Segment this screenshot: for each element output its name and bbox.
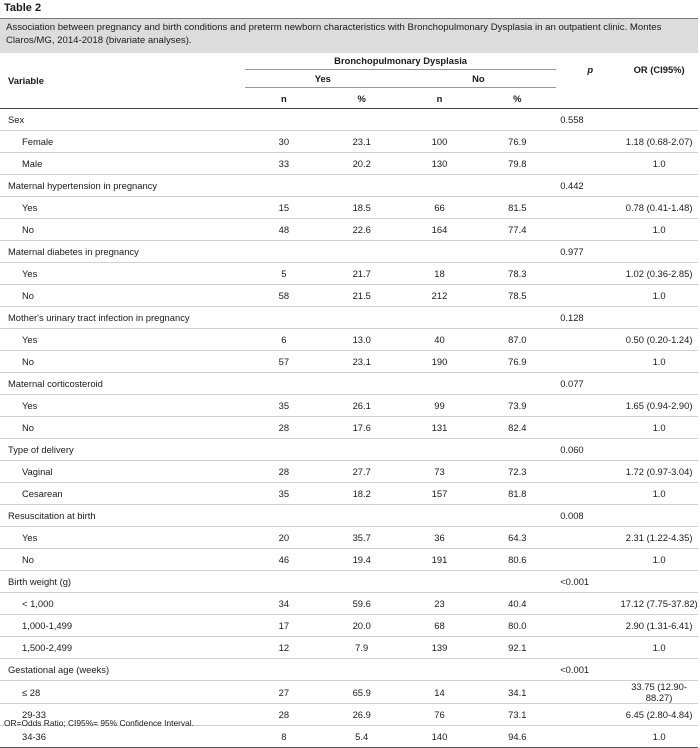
cell-odds-ratio (620, 373, 698, 395)
cell-yes-n (245, 505, 323, 527)
cell-yes-n (245, 373, 323, 395)
cell-odds-ratio: 17.12 (7.75-37.82) (620, 593, 698, 615)
table-row (0, 263, 698, 285)
header-yes-pct: % (323, 88, 401, 109)
caption-box (0, 18, 698, 53)
table-row (0, 417, 698, 439)
cell-p-value: 0.077 (556, 373, 620, 395)
cell-no-n: 157 (401, 483, 479, 505)
cell-p-value (556, 637, 620, 659)
cell-variable: No (0, 351, 245, 373)
cell-p-value (556, 417, 620, 439)
cell-no-n: 191 (401, 549, 479, 571)
cell-odds-ratio (620, 505, 698, 527)
header-no: No (401, 70, 557, 88)
table-row (0, 461, 698, 483)
cell-p-value (556, 351, 620, 373)
cell-variable: Maternal corticosteroid (0, 373, 245, 395)
cell-yes-n: 33 (245, 153, 323, 175)
cell-yes-pct: 59.6 (323, 593, 401, 615)
cell-variable: Yes (0, 395, 245, 417)
cell-odds-ratio: 1.0 (620, 549, 698, 571)
cell-p-value (556, 549, 620, 571)
cell-variable: ≤ 28 (0, 681, 245, 704)
cell-no-n: 139 (401, 637, 479, 659)
cell-yes-n: 17 (245, 615, 323, 637)
cell-no-n: 140 (401, 726, 479, 748)
cell-yes-n: 28 (245, 704, 323, 726)
cell-variable: 29-33 (0, 704, 245, 726)
cell-yes-pct (323, 241, 401, 263)
table-caption: Association between pregnancy and birth conditions and preterm newborn characteristics with Bronchopulmonary Dysplasia in an outpatient clinic. Montes Claros/MG, 2014-2018 (bivariate analyses). (6, 22, 662, 46)
cell-yes-pct: 20.0 (323, 615, 401, 637)
cell-yes-n (245, 175, 323, 197)
cell-p-value (556, 285, 620, 307)
cell-yes-n: 20 (245, 527, 323, 549)
cell-no-pct: 92.1 (478, 637, 556, 659)
cell-no-n: 66 (401, 197, 479, 219)
cell-yes-n: 34 (245, 593, 323, 615)
cell-yes-pct: 20.2 (323, 153, 401, 175)
cell-no-n: 40 (401, 329, 479, 351)
cell-no-pct: 78.3 (478, 263, 556, 285)
table-row (0, 351, 698, 373)
cell-yes-pct: 23.1 (323, 351, 401, 373)
cell-no-n: 36 (401, 527, 479, 549)
cell-no-n: 130 (401, 153, 479, 175)
cell-odds-ratio (620, 241, 698, 263)
cell-yes-n: 28 (245, 417, 323, 439)
cell-variable: Yes (0, 329, 245, 351)
cell-yes-n (245, 241, 323, 263)
cell-no-pct: 77.4 (478, 219, 556, 241)
cell-yes-n: 28 (245, 461, 323, 483)
cell-odds-ratio: 2.90 (1.31-6.41) (620, 615, 698, 637)
cell-p-value: 0.977 (556, 241, 620, 263)
cell-no-pct: 80.0 (478, 615, 556, 637)
table-group-row (0, 505, 698, 527)
cell-no-pct: 87.0 (478, 329, 556, 351)
cell-variable: Resuscitation at birth (0, 505, 245, 527)
table-row (0, 549, 698, 571)
header-or: OR (CI95%) (633, 64, 685, 76)
cell-yes-n: 27 (245, 681, 323, 704)
cell-no-pct: 64.3 (478, 527, 556, 549)
header-variable: Variable (8, 74, 44, 86)
cell-yes-pct (323, 571, 401, 593)
header-p-spacer (556, 88, 620, 109)
cell-odds-ratio (620, 307, 698, 329)
table-group-row (0, 241, 698, 263)
cell-variable: Cesarean (0, 483, 245, 505)
cell-variable: Mother's urinary tract infection in pregnancy (0, 307, 245, 329)
cell-odds-ratio: 6.45 (2.80-4.84) (620, 704, 698, 726)
cell-yes-n (245, 439, 323, 461)
cell-no-n: 23 (401, 593, 479, 615)
cell-no-pct: 76.9 (478, 131, 556, 153)
cell-yes-pct (323, 307, 401, 329)
cell-no-pct: 80.6 (478, 549, 556, 571)
table-row (0, 483, 698, 505)
cell-p-value: 0.128 (556, 307, 620, 329)
cell-p-value: <0.001 (556, 659, 620, 681)
cell-no-pct: 82.4 (478, 417, 556, 439)
cell-yes-n (245, 307, 323, 329)
cell-yes-pct: 21.5 (323, 285, 401, 307)
cell-p-value: 0.008 (556, 505, 620, 527)
cell-p-value (556, 483, 620, 505)
header-yes-n: n (245, 88, 323, 109)
cell-yes-pct: 26.1 (323, 395, 401, 417)
cell-odds-ratio: 1.72 (0.97-3.04) (620, 461, 698, 483)
table-group-row (0, 373, 698, 395)
cell-variable: Maternal diabetes in pregnancy (0, 241, 245, 263)
cell-variable: No (0, 285, 245, 307)
cell-odds-ratio: 0.78 (0.41-1.48) (620, 197, 698, 219)
header-no-n: n (401, 88, 479, 109)
cell-yes-pct: 19.4 (323, 549, 401, 571)
cell-yes-n (245, 571, 323, 593)
cell-no-n: 18 (401, 263, 479, 285)
cell-yes-pct (323, 439, 401, 461)
cell-p-value (556, 704, 620, 726)
header-no-pct: % (478, 88, 556, 109)
cell-odds-ratio: 1.0 (620, 637, 698, 659)
cell-p-value (556, 395, 620, 417)
cell-yes-n: 46 (245, 549, 323, 571)
cell-no-n (401, 109, 479, 131)
table-row (0, 131, 698, 153)
cell-no-n (401, 659, 479, 681)
cell-no-n (401, 505, 479, 527)
cell-yes-pct: 7.9 (323, 637, 401, 659)
cell-p-value (556, 219, 620, 241)
cell-odds-ratio: 1.0 (620, 726, 698, 748)
cell-odds-ratio: 1.0 (620, 285, 698, 307)
cell-yes-pct (323, 505, 401, 527)
table-row (0, 615, 698, 637)
table-group-row (0, 659, 698, 681)
cell-no-n (401, 571, 479, 593)
cell-p-value (556, 681, 620, 704)
table-row (0, 395, 698, 417)
table-row (0, 681, 698, 704)
cell-no-pct (478, 373, 556, 395)
cell-no-pct (478, 439, 556, 461)
cell-variable: No (0, 549, 245, 571)
cell-variable: Yes (0, 197, 245, 219)
cell-no-n (401, 373, 479, 395)
cell-yes-n: 5 (245, 263, 323, 285)
cell-no-n (401, 307, 479, 329)
cell-odds-ratio: 33.75 (12.90-88.27) (620, 681, 698, 704)
cell-p-value: 0.442 (556, 175, 620, 197)
cell-yes-n: 12 (245, 637, 323, 659)
cell-variable: Maternal hypertension in pregnancy (0, 175, 245, 197)
cell-yes-n: 15 (245, 197, 323, 219)
cell-no-n: 131 (401, 417, 479, 439)
cell-no-n: 212 (401, 285, 479, 307)
cell-yes-pct (323, 109, 401, 131)
cell-no-pct: 81.5 (478, 197, 556, 219)
cell-yes-pct: 21.7 (323, 263, 401, 285)
cell-no-n (401, 241, 479, 263)
cell-odds-ratio: 1.0 (620, 153, 698, 175)
cell-yes-pct: 18.5 (323, 197, 401, 219)
table-row (0, 593, 698, 615)
cell-p-value (556, 615, 620, 637)
cell-no-pct: 40.4 (478, 593, 556, 615)
cell-variable: No (0, 219, 245, 241)
cell-yes-pct: 27.7 (323, 461, 401, 483)
cell-no-pct (478, 659, 556, 681)
cell-p-value (556, 153, 620, 175)
cell-p-value (556, 197, 620, 219)
cell-yes-pct (323, 373, 401, 395)
cell-variable: 34-36 (0, 726, 245, 748)
cell-no-pct (478, 241, 556, 263)
cell-yes-n: 57 (245, 351, 323, 373)
cell-p-value (556, 527, 620, 549)
cell-yes-n: 8 (245, 726, 323, 748)
cell-odds-ratio: 1.0 (620, 417, 698, 439)
cell-yes-pct: 35.7 (323, 527, 401, 549)
cell-no-pct: 81.8 (478, 483, 556, 505)
cell-variable: Yes (0, 527, 245, 549)
header-group: Bronchopulmonary Dysplasia (245, 52, 556, 70)
cell-no-pct: 79.8 (478, 153, 556, 175)
cell-p-value (556, 726, 620, 748)
cell-yes-n (245, 109, 323, 131)
cell-yes-pct: 65.9 (323, 681, 401, 704)
cell-yes-pct: 5.4 (323, 726, 401, 748)
table-group-row (0, 307, 698, 329)
cell-no-n: 100 (401, 131, 479, 153)
results-table (0, 52, 698, 748)
cell-p-value: <0.001 (556, 571, 620, 593)
cell-yes-pct: 18.2 (323, 483, 401, 505)
header-yes: Yes (245, 70, 401, 88)
table-row (0, 285, 698, 307)
cell-no-n: 164 (401, 219, 479, 241)
cell-no-n (401, 439, 479, 461)
table-group-row (0, 571, 698, 593)
table-body (0, 109, 698, 748)
table-group-row (0, 439, 698, 461)
table-group-row (0, 109, 698, 131)
cell-no-n: 68 (401, 615, 479, 637)
cell-yes-pct (323, 175, 401, 197)
cell-odds-ratio: 1.18 (0.68-2.07) (620, 131, 698, 153)
cell-p-value (556, 131, 620, 153)
cell-no-n: 73 (401, 461, 479, 483)
table-group-row (0, 175, 698, 197)
cell-odds-ratio: 2.31 (1.22-4.35) (620, 527, 698, 549)
table-row (0, 219, 698, 241)
cell-yes-n: 35 (245, 483, 323, 505)
cell-yes-pct: 13.0 (323, 329, 401, 351)
cell-odds-ratio: 1.0 (620, 219, 698, 241)
table-row (0, 527, 698, 549)
cell-no-pct: 76.9 (478, 351, 556, 373)
table-label: Table 2 (4, 2, 42, 14)
cell-no-pct: 72.3 (478, 461, 556, 483)
cell-yes-n: 6 (245, 329, 323, 351)
cell-odds-ratio: 0.50 (0.20-1.24) (620, 329, 698, 351)
cell-p-value (556, 329, 620, 351)
cell-variable: Male (0, 153, 245, 175)
cell-variable: 1,500-2,499 (0, 637, 245, 659)
table-row (0, 153, 698, 175)
cell-yes-pct (323, 659, 401, 681)
cell-no-pct: 94.6 (478, 726, 556, 748)
table-row (0, 637, 698, 659)
cell-odds-ratio: 1.65 (0.94-2.90) (620, 395, 698, 417)
cell-yes-pct: 22.6 (323, 219, 401, 241)
cell-odds-ratio (620, 659, 698, 681)
cell-variable: Vaginal (0, 461, 245, 483)
cell-no-pct: 73.1 (478, 704, 556, 726)
cell-odds-ratio (620, 439, 698, 461)
cell-odds-ratio (620, 571, 698, 593)
cell-yes-n: 58 (245, 285, 323, 307)
cell-yes-pct: 26.9 (323, 704, 401, 726)
cell-variable: Yes (0, 263, 245, 285)
table-row (0, 329, 698, 351)
cell-no-pct: 78.5 (478, 285, 556, 307)
table-row (0, 726, 698, 748)
cell-yes-n: 30 (245, 131, 323, 153)
cell-p-value: 0.060 (556, 439, 620, 461)
cell-p-value (556, 593, 620, 615)
table-row (0, 197, 698, 219)
cell-odds-ratio: 1.0 (620, 351, 698, 373)
cell-variable: No (0, 417, 245, 439)
cell-no-pct: 73.9 (478, 395, 556, 417)
cell-yes-n (245, 659, 323, 681)
cell-odds-ratio: 1.0 (620, 483, 698, 505)
cell-yes-pct: 23.1 (323, 131, 401, 153)
cell-no-pct (478, 505, 556, 527)
cell-no-n: 76 (401, 704, 479, 726)
cell-variable: < 1,000 (0, 593, 245, 615)
cell-yes-pct: 17.6 (323, 417, 401, 439)
cell-no-pct (478, 571, 556, 593)
cell-p-value (556, 263, 620, 285)
cell-no-n: 99 (401, 395, 479, 417)
cell-no-pct: 34.1 (478, 681, 556, 704)
cell-no-pct (478, 109, 556, 131)
cell-no-n: 14 (401, 681, 479, 704)
cell-odds-ratio: 1.02 (0.36-2.85) (620, 263, 698, 285)
cell-variable: Birth weight (g) (0, 571, 245, 593)
cell-variable: Sex (0, 109, 245, 131)
cell-odds-ratio (620, 109, 698, 131)
cell-variable: 1,000-1,499 (0, 615, 245, 637)
cell-variable: Female (0, 131, 245, 153)
cell-p-value (556, 461, 620, 483)
header-p: p (587, 64, 594, 76)
cell-variable: Gestational age (weeks) (0, 659, 245, 681)
cell-no-pct (478, 175, 556, 197)
cell-p-value: 0.558 (556, 109, 620, 131)
cell-yes-n: 35 (245, 395, 323, 417)
cell-yes-n: 48 (245, 219, 323, 241)
cell-no-pct (478, 307, 556, 329)
cell-odds-ratio (620, 175, 698, 197)
table-footnote: OR=Odds Ratio; CI95%= 95% Confidence Interval. (4, 718, 194, 728)
cell-no-n: 190 (401, 351, 479, 373)
header-or-spacer (620, 88, 698, 109)
cell-variable: Type of delivery (0, 439, 245, 461)
cell-no-n (401, 175, 479, 197)
